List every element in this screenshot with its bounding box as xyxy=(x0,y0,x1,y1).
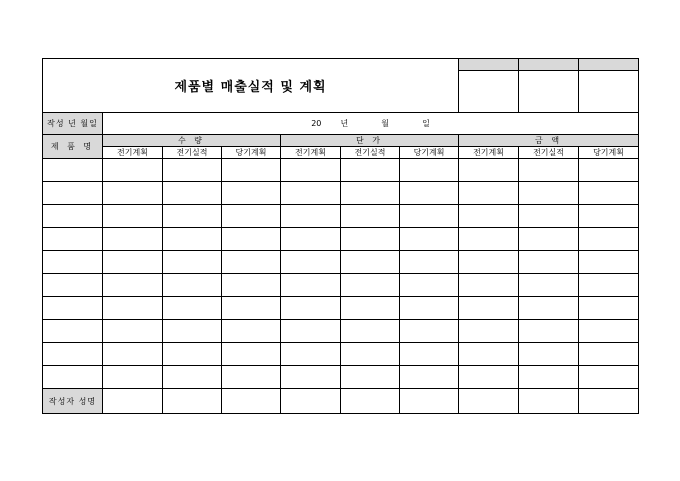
product-cell[interactable] xyxy=(43,343,103,366)
data-cell[interactable] xyxy=(579,159,639,182)
table-row xyxy=(43,251,639,274)
data-cell[interactable] xyxy=(579,205,639,228)
product-cell[interactable] xyxy=(43,320,103,343)
data-cell[interactable] xyxy=(163,343,222,366)
data-cell[interactable] xyxy=(103,366,163,389)
data-cell[interactable] xyxy=(459,343,519,366)
table-row xyxy=(43,297,639,320)
table-row xyxy=(43,320,639,343)
data-cell[interactable] xyxy=(400,274,459,297)
data-cell[interactable] xyxy=(519,205,579,228)
data-cell[interactable] xyxy=(103,182,163,205)
subheader-cell: 전기계획 xyxy=(459,147,519,159)
approval-box-3[interactable] xyxy=(579,71,639,113)
data-cell[interactable] xyxy=(222,159,281,182)
data-cell[interactable] xyxy=(103,297,163,320)
subheader-cell: 당기계획 xyxy=(400,147,459,159)
data-cell[interactable] xyxy=(103,343,163,366)
subheader-cell: 전기실적 xyxy=(341,147,400,159)
author-cell[interactable] xyxy=(341,389,400,414)
product-cell[interactable] xyxy=(43,205,103,228)
author-cell[interactable] xyxy=(103,389,163,414)
sales-table xyxy=(42,58,639,414)
data-cell[interactable] xyxy=(281,366,341,389)
product-cell[interactable] xyxy=(43,366,103,389)
data-cell[interactable] xyxy=(103,320,163,343)
product-cell[interactable] xyxy=(43,228,103,251)
data-cell[interactable] xyxy=(281,343,341,366)
table-row xyxy=(43,343,639,366)
data-cell[interactable] xyxy=(222,182,281,205)
data-cell[interactable] xyxy=(400,228,459,251)
subheader-cell: 당기계획 xyxy=(579,147,639,159)
data-cell[interactable] xyxy=(459,228,519,251)
product-cell[interactable] xyxy=(43,182,103,205)
data-cell[interactable] xyxy=(459,159,519,182)
data-cell[interactable] xyxy=(400,297,459,320)
product-cell[interactable] xyxy=(43,159,103,182)
data-cell[interactable] xyxy=(103,251,163,274)
data-cell[interactable] xyxy=(103,274,163,297)
data-cell[interactable] xyxy=(281,320,341,343)
author-cell[interactable] xyxy=(519,389,579,414)
data-cell[interactable] xyxy=(163,205,222,228)
table-row xyxy=(43,182,639,205)
data-cell[interactable] xyxy=(519,182,579,205)
group-unit-price-header: 단 가 xyxy=(281,135,459,147)
data-cell[interactable] xyxy=(459,320,519,343)
author-cell[interactable] xyxy=(222,389,281,414)
product-cell[interactable] xyxy=(43,274,103,297)
data-cell[interactable] xyxy=(163,274,222,297)
data-cell[interactable] xyxy=(103,228,163,251)
data-rows xyxy=(43,159,639,389)
subheader-cell: 전기실적 xyxy=(163,147,222,159)
data-cell[interactable] xyxy=(281,205,341,228)
data-cell[interactable] xyxy=(281,159,341,182)
author-cell[interactable] xyxy=(579,389,639,414)
data-cell[interactable] xyxy=(519,228,579,251)
date-value[interactable] xyxy=(103,113,639,135)
data-cell[interactable] xyxy=(400,182,459,205)
year-prefix: 20 xyxy=(311,119,322,128)
approval-header-1 xyxy=(459,59,519,71)
data-cell[interactable] xyxy=(222,274,281,297)
author-cell[interactable] xyxy=(281,389,341,414)
data-cell[interactable] xyxy=(103,159,163,182)
data-cell[interactable] xyxy=(222,297,281,320)
author-label: 작성자 성명 xyxy=(43,389,103,414)
product-name-header: 제 품 명 xyxy=(43,135,103,159)
approval-header-3 xyxy=(579,59,639,71)
data-cell[interactable] xyxy=(341,205,400,228)
product-cell[interactable] xyxy=(43,297,103,320)
data-cell[interactable] xyxy=(222,366,281,389)
data-cell[interactable] xyxy=(519,343,579,366)
data-cell[interactable] xyxy=(519,320,579,343)
table-row xyxy=(43,159,639,182)
data-cell[interactable] xyxy=(400,343,459,366)
data-cell[interactable] xyxy=(222,320,281,343)
data-cell[interactable] xyxy=(163,159,222,182)
data-cell[interactable] xyxy=(341,274,400,297)
table-row xyxy=(43,205,639,228)
data-cell[interactable] xyxy=(459,251,519,274)
data-cell[interactable] xyxy=(163,228,222,251)
data-cell[interactable] xyxy=(163,320,222,343)
data-cell[interactable] xyxy=(341,343,400,366)
data-cell[interactable] xyxy=(222,343,281,366)
approval-header-2 xyxy=(519,59,579,71)
data-cell[interactable] xyxy=(400,205,459,228)
data-cell[interactable] xyxy=(519,274,579,297)
subheader-cell: 전기실적 xyxy=(519,147,579,159)
subheader-cell: 전기계획 xyxy=(103,147,163,159)
data-cell[interactable] xyxy=(519,251,579,274)
data-cell[interactable] xyxy=(459,205,519,228)
data-cell[interactable] xyxy=(163,297,222,320)
data-cell[interactable] xyxy=(459,366,519,389)
subheader-cell: 당기계획 xyxy=(222,147,281,159)
data-cell[interactable] xyxy=(579,182,639,205)
data-cell[interactable] xyxy=(281,274,341,297)
group-amount-header: 금 액 xyxy=(459,135,639,147)
data-cell[interactable] xyxy=(400,159,459,182)
year-unit: 년 xyxy=(340,119,349,128)
data-cell[interactable] xyxy=(222,205,281,228)
data-cell[interactable] xyxy=(281,228,341,251)
author-cell[interactable] xyxy=(163,389,222,414)
product-cell[interactable] xyxy=(43,251,103,274)
sales-plan-form xyxy=(42,58,638,418)
data-cell[interactable] xyxy=(341,320,400,343)
data-cell[interactable] xyxy=(341,251,400,274)
author-cell[interactable] xyxy=(400,389,459,414)
month-unit: 월 xyxy=(381,119,390,128)
data-cell[interactable] xyxy=(519,159,579,182)
data-cell[interactable] xyxy=(341,182,400,205)
data-cell[interactable] xyxy=(579,320,639,343)
data-cell[interactable] xyxy=(400,366,459,389)
data-cell[interactable] xyxy=(459,297,519,320)
data-cell[interactable] xyxy=(163,366,222,389)
day-unit: 일 xyxy=(422,119,430,128)
data-cell[interactable] xyxy=(222,228,281,251)
table-row xyxy=(43,274,639,297)
data-cell[interactable] xyxy=(163,251,222,274)
approval-box-1[interactable] xyxy=(459,71,519,113)
data-cell[interactable] xyxy=(222,251,281,274)
group-quantity-header: 수 량 xyxy=(103,135,281,147)
subheader-cell: 전기계획 xyxy=(281,147,341,159)
data-cell[interactable] xyxy=(281,251,341,274)
author-cell[interactable] xyxy=(459,389,519,414)
data-cell[interactable] xyxy=(341,228,400,251)
data-cell[interactable] xyxy=(103,205,163,228)
data-cell[interactable] xyxy=(519,366,579,389)
data-cell[interactable] xyxy=(579,297,639,320)
data-cell[interactable] xyxy=(579,274,639,297)
data-cell[interactable] xyxy=(341,297,400,320)
data-cell[interactable] xyxy=(459,274,519,297)
data-cell[interactable] xyxy=(400,320,459,343)
data-cell[interactable] xyxy=(163,182,222,205)
data-cell[interactable] xyxy=(400,251,459,274)
data-cell[interactable] xyxy=(579,251,639,274)
data-cell[interactable] xyxy=(341,366,400,389)
approval-box-2[interactable] xyxy=(519,71,579,113)
data-cell[interactable] xyxy=(459,182,519,205)
data-cell[interactable] xyxy=(341,159,400,182)
data-cell[interactable] xyxy=(579,343,639,366)
data-cell[interactable] xyxy=(281,297,341,320)
table-row xyxy=(43,366,639,389)
data-cell[interactable] xyxy=(281,182,341,205)
data-cell[interactable] xyxy=(579,228,639,251)
date-label: 작성 년 월일 xyxy=(43,113,103,135)
form-title: 제품별 매출실적 및 계획 xyxy=(43,59,459,113)
data-cell[interactable] xyxy=(519,297,579,320)
table-row xyxy=(43,228,639,251)
data-cell[interactable] xyxy=(579,366,639,389)
